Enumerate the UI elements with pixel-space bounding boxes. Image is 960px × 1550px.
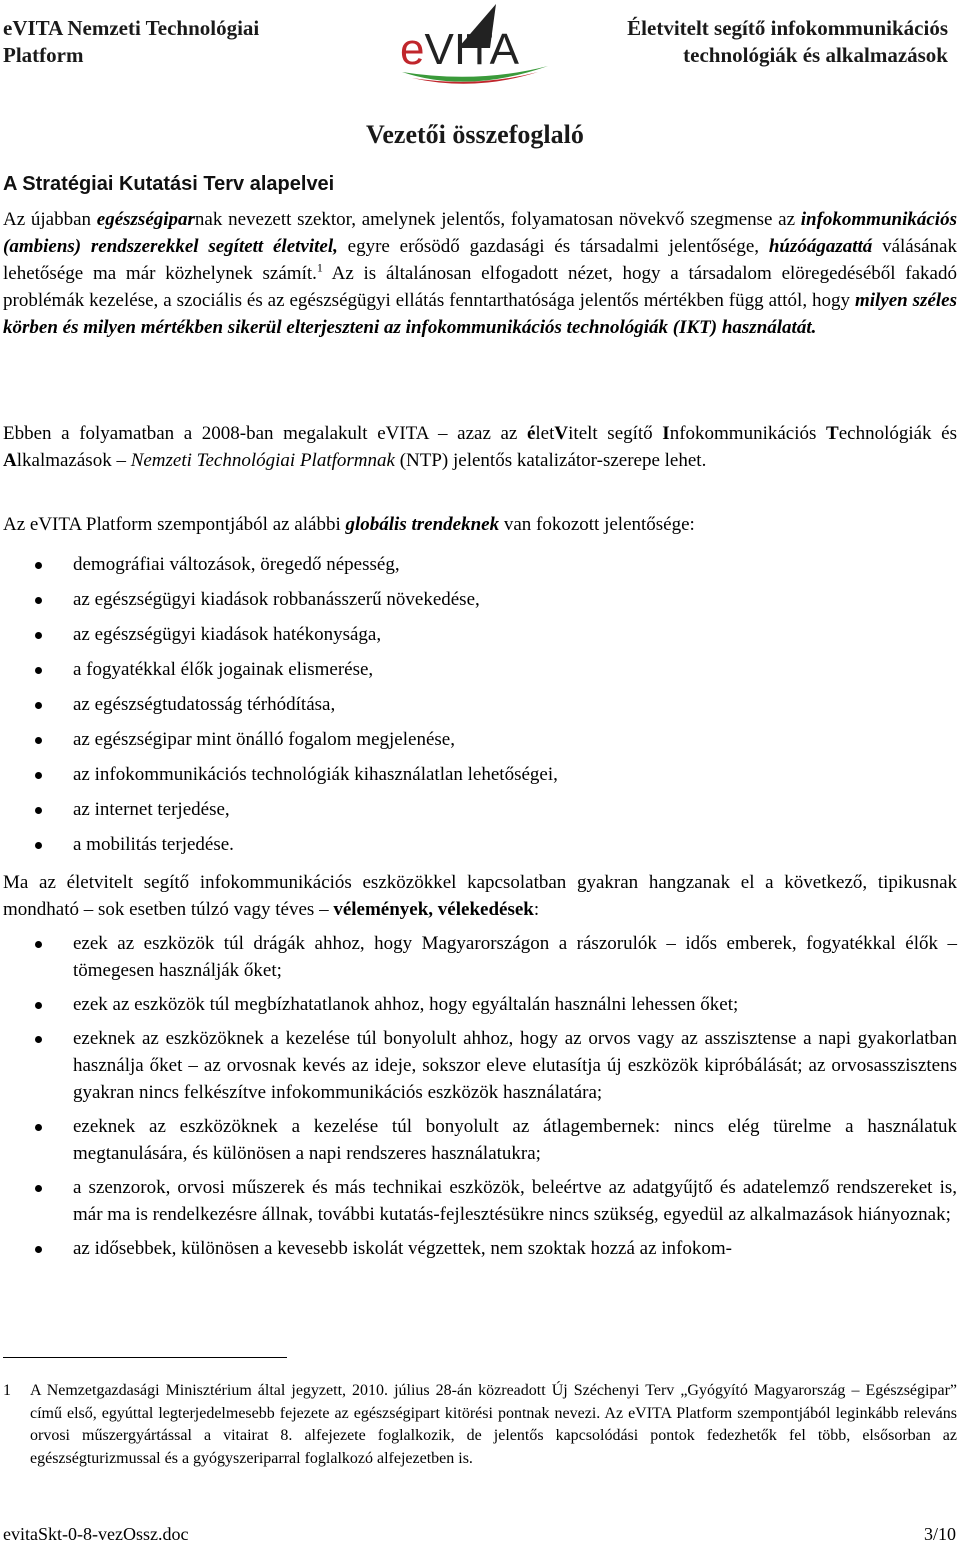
header-right-line2: technológiák és alkalmazások (683, 43, 948, 67)
section-heading: A Stratégiai Kutatási Terv alapelvei (3, 173, 335, 195)
header-right-line1: Életvitelt segítő infokommunikációs (627, 16, 948, 40)
paragraph-trends-intro: Az eVITA Platform szempontjából az alábbi globális trendeknek van fokozott jelentősége: (3, 514, 695, 535)
list-item: az idősebbek, különösen a kevesebb iskolát végzettek, nem szoktak hozzá az infokom- (3, 1235, 957, 1262)
bullet-icon (35, 807, 42, 814)
list-item: ezek az eszközök túl megbízhatatlanok ahhoz, hogy egyáltalán használni lehessen őket; (3, 991, 957, 1018)
footnote-text: A Nemzetgazdasági Minisztérium által jegyzett, 2010. július 28-án közreadott Új Széchenyi Terv „Gyógyító Magyarország – Egészségipar” című első, egyúttal legterjedelmesebb fejezete az egészségipart kitörési pontnak nevezi. Az eVITA Platform szempontjából leginkább releváns orvosi műszergyártással a vitairat 8. alfejezete foglalkozik, de jelentős kapcsolódási pontok fedezhetők fel több, elsősorban az egészségturizmussal és a gyógyszeriparral foglalkozó alfejezetben is. (30, 1382, 957, 1467)
trends-list (3, 551, 957, 866)
list-item: a fogyatékkal élők jogainak elismerése, (3, 656, 957, 691)
bullet-icon (35, 1185, 42, 1192)
footnote-ref: 1 (316, 260, 323, 275)
bullet-icon (35, 1036, 42, 1043)
bullet-icon (35, 941, 42, 948)
bullet-icon (35, 632, 42, 639)
header-left-line2: Platform (3, 43, 84, 67)
footer-page-number: 3/10 (923, 1524, 956, 1544)
list-item: demográfiai változások, öregedő népesség, (3, 551, 957, 586)
list-item: az egészségügyi kiadások robbanásszerű növekedése, (3, 586, 957, 621)
list-item: az infokommunikációs technológiák kihasználatlan lehetőségei, (3, 761, 957, 796)
bullet-icon (35, 1246, 42, 1253)
list-item: a szenzorok, orvosi műszerek és más technikai eszközök, beleértve az adatgyűjtő és adatelemző rendszereket is, már ma is rendelkezésre állnak, további kutatás-fejlesztésükre nincs szükség, egyedül az alkalmazások hiányoznak; (3, 1174, 957, 1228)
list-item: a mobilitás terjedése. (3, 831, 957, 866)
footnote-number: 1 (3, 1382, 11, 1399)
svg-text:eVITA: eVITA (400, 25, 520, 74)
paragraph-principles: Az újabban egészségiparnak nevezett szektor, amelynek jelentős, folyamatosan növekvő szegmense az infokommunikációs (ambiens) rendszerekkel segített életvitel, egyre erősödő gazdasági és társadalmi jelentősége, húzóágazattá válásának lehetősége ma már közhelynek számít.$^1$ Az is általánosan elfogadott nézet, hogy a társadalom elöregedéséből fakadó problémák kezelése, a szociális és az egészségügyi ellátás fenntarthatósága jelentős mértékben függ attól, hogy milyen széles körben és milyen mértékben sikerül elterjeszteni az infokommunikációs technológiák (IKT) használatát. (3, 209, 957, 338)
bullet-icon (35, 772, 42, 779)
opinions-list (3, 930, 957, 1269)
list-item: az egészségtudatosság térhódítása, (3, 691, 957, 726)
bullet-icon (35, 562, 42, 569)
list-item: ezeknek az eszközöknek a kezelése túl bonyolult az átlagembernek: nincs elég türelme a használatuk megtanulására, és különösen a napi rendszeres használatukra; (3, 1113, 957, 1167)
evita-logo (398, 2, 560, 88)
header-right (568, 15, 948, 69)
section-title: Vezetői összefoglaló (366, 120, 584, 149)
footnote (3, 1380, 957, 1470)
bullet-icon (35, 702, 42, 709)
footer-filename: evitaSkt-0-8-vezOssz.doc (3, 1524, 189, 1544)
list-item: az egészségipar mint önálló fogalom megjelenése, (3, 726, 957, 761)
list-item: ezeknek az eszközöknek a kezelése túl bonyolult ahhoz, hogy az orvos vagy az asszisztense a napi gyakorlatban használja őket – az orvosnak kevés az ideje, sokszor eleve elutasítja új eszközök kipróbálását; az orvosasszisztens gyakran nincs felkészítve infokommunikációs eszközök használatára; (3, 1025, 957, 1106)
list-item: az internet terjedése, (3, 796, 957, 831)
bullet-icon (35, 842, 42, 849)
bullet-icon (35, 1002, 42, 1009)
bullet-icon (35, 667, 42, 674)
footnote-separator (3, 1357, 287, 1358)
paragraph-evita-role: Ebben a folyamatban a 2008-ban megalakult eVITA – azaz az életVitelt segítő Infokommunikációs Technológiák és Alkalmazások – Nemzeti Technológiai Platformnak (NTP) jelentős katalizátor-szerepe lehet. (3, 423, 957, 471)
bullet-icon (35, 737, 42, 744)
bullet-icon (35, 597, 42, 604)
list-item: ezek az eszközök túl drágák ahhoz, hogy Magyarországon a rászorulók – idős emberek, fogyatékkal élők – tömegesen használják őket; (3, 930, 957, 984)
header-left (3, 15, 363, 69)
bullet-icon (35, 1124, 42, 1131)
paragraph-opinions-intro: Ma az életvitelt segítő infokommunikációs eszközökkel kapcsolatban gyakran hangzanak el a következő, tipikusnak mondható – sok esetben túlzó vagy téves – vélemények, vélekedések: (3, 872, 957, 920)
header-left-line1: eVITA Nemzeti Technológiai (3, 16, 260, 40)
list-item: az egészségügyi kiadások hatékonysága, (3, 621, 957, 656)
